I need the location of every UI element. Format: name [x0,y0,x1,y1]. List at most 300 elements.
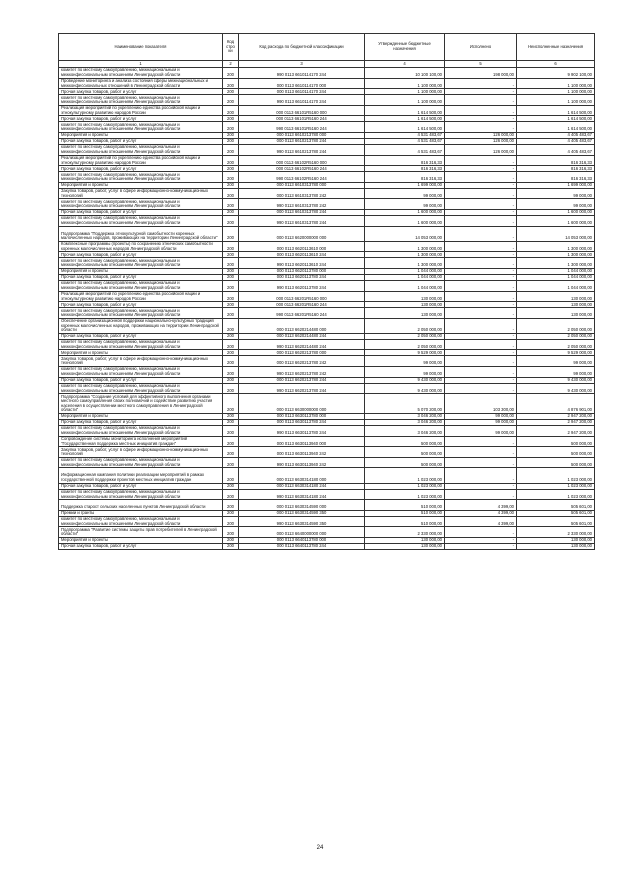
row-indicator-name: Прочая закупка товаров, работ и услуг [59,209,223,215]
row-line-code: 200 [223,426,239,437]
table-row [59,280,595,291]
row-budget-code: 000 0113 6610313780 242 [239,188,365,199]
row-budget-code: 000 0113 66201R5160 244 [239,302,365,308]
row-budget-code: 000 0113 6620214480 244 [239,333,365,339]
row-approved-amount: 1 023 000,00 [365,468,445,483]
header-line-code: Код стро ки [223,34,239,61]
column-number: 1 [59,61,223,68]
row-approved-amount: 3 046 200,00 [365,414,445,420]
row-indicator-name: комитет по местному самоуправлению, межнациональным и межконфессиональным отношениям Ленинградской области [59,199,223,210]
table-row [59,215,595,226]
row-indicator-name: комитет по местному самоуправлению, межнациональным и межконфессиональным отношениям Ленинградской области [59,457,223,468]
row-unexecuted-amount: 9 902 100,00 [517,68,595,79]
header-row [59,34,595,61]
row-line-code: 200 [223,182,239,188]
row-executed-amount: - [445,377,517,383]
row-executed-amount: - [445,436,517,447]
row-budget-code: 000 0113 66101R5160 000 [239,105,365,116]
row-line-code: 200 [223,350,239,356]
row-budget-code: 990 0113 6630113940 242 [239,457,365,468]
row-indicator-name: Прочая закупка товаров, работ и услуг [59,483,223,489]
row-line-code: 200 [223,155,239,166]
row-approved-amount: 3 046 200,00 [365,420,445,426]
row-approved-amount: 99 000,00 [365,188,445,199]
table-row [59,291,595,302]
row-unexecuted-amount: 505 601,00 [517,510,595,516]
row-unexecuted-amount: 1 614 500,00 [517,105,595,116]
row-budget-code: 990 0113 6610213780 244 [239,144,365,155]
table-row [59,394,595,414]
table-row [59,172,595,183]
row-line-code: 200 [223,274,239,280]
row-approved-amount: 2 050 000,00 [365,318,445,333]
header-executed: Исполнено [445,34,517,61]
row-line-code: 200 [223,138,239,144]
row-unexecuted-amount: 816 316,33 [517,155,595,166]
row-budget-code: 000 0113 6640113780 244 [239,543,365,549]
row-executed-amount: 4 399,00 [445,510,517,516]
row-line-code: 200 [223,308,239,319]
row-line-code: 200 [223,280,239,291]
row-line-code: 200 [223,291,239,302]
row-executed-amount: - [445,89,517,95]
row-line-code: 200 [223,122,239,133]
row-approved-amount: 500 000,00 [365,447,445,458]
row-executed-amount: - [445,252,517,258]
row-unexecuted-amount: 1 600 000,00 [517,209,595,215]
row-unexecuted-amount: 505 601,00 [517,500,595,511]
row-budget-code: 990 0113 6610313780 244 [239,215,365,226]
row-budget-code: 000 0113 6620113780 000 [239,268,365,274]
row-approved-amount: 816 316,33 [365,172,445,183]
row-unexecuted-amount: 500 000,00 [517,457,595,468]
row-indicator-name: Реализация мероприятий по укреплению единства российской нации и этнокультурному развитию народов России [59,105,223,116]
row-executed-amount: - [445,199,517,210]
column-number: 3 [239,61,365,68]
row-line-code: 200 [223,172,239,183]
row-indicator-name: комитет по местному самоуправлению, межнациональным и межконфессиональным отношениям Ленинградской области [59,258,223,269]
row-unexecuted-amount: 1 044 000,00 [517,268,595,274]
row-line-code: 200 [223,132,239,138]
row-approved-amount: 1 699 000,00 [365,182,445,188]
row-line-code: 200 [223,537,239,543]
row-executed-amount: - [445,166,517,172]
row-budget-code: 000 0113 6620113610 244 [239,252,365,258]
row-executed-amount: - [445,543,517,549]
row-executed-amount: - [445,527,517,538]
row-unexecuted-amount: 2 050 000,00 [517,333,595,339]
header-budget-code: Код расхода по бюджетной классификации [239,34,365,61]
row-budget-code: 990 0113 66102R5160 244 [239,172,365,183]
row-executed-amount: - [445,155,517,166]
row-executed-amount: - [445,274,517,280]
row-unexecuted-amount: 4 405 483,67 [517,144,595,155]
row-unexecuted-amount: 1 600 000,00 [517,215,595,226]
row-executed-amount: - [445,291,517,302]
table-row [59,122,595,133]
row-approved-amount: 500 000,00 [365,457,445,468]
row-line-code: 200 [223,302,239,308]
row-line-code: 200 [223,339,239,350]
column-number-row [59,61,595,68]
row-approved-amount: 10 100 100,00 [365,68,445,79]
row-unexecuted-amount: 14 053 000,00 [517,226,595,241]
row-budget-code: 990 0113 66201R5160 244 [239,308,365,319]
row-budget-code: 990 0113 6620214480 244 [239,339,365,350]
row-unexecuted-amount: 2 050 000,00 [517,318,595,333]
row-unexecuted-amount: 1 300 000,00 [517,252,595,258]
row-budget-code: 000 0113 6630314180 000 [239,468,365,483]
row-approved-amount: 510 000,00 [365,516,445,527]
row-line-code: 200 [223,483,239,489]
row-budget-code: 000 0113 66201R5160 000 [239,291,365,302]
table-row [59,489,595,500]
row-line-code: 200 [223,215,239,226]
header-approved: Утвержденные бюджетные назначения [365,34,445,61]
row-approved-amount: 1 023 000,00 [365,483,445,489]
row-approved-amount: 1 023 000,00 [365,489,445,500]
row-executed-amount: - [445,122,517,133]
page-number: 24 [316,845,324,851]
row-unexecuted-amount: 2 947 200,00 [517,414,595,420]
row-line-code: 200 [223,367,239,378]
table-row [59,457,595,468]
row-unexecuted-amount: 816 316,33 [517,166,595,172]
row-budget-code: 990 0113 6620213780 242 [239,367,365,378]
row-unexecuted-amount: 99 000,00 [517,356,595,367]
table-row [59,436,595,447]
table-row [59,527,595,538]
row-approved-amount: 130 000,00 [365,308,445,319]
row-approved-amount: 1 100 000,00 [365,89,445,95]
row-unexecuted-amount: 816 316,33 [517,172,595,183]
row-line-code: 200 [223,68,239,79]
table-row [59,78,595,89]
row-unexecuted-amount: 9 430 000,00 [517,377,595,383]
table-row [59,95,595,106]
row-executed-amount: - [445,483,517,489]
row-executed-amount: 99 000,00 [445,414,517,420]
row-approved-amount: 130 000,00 [365,302,445,308]
row-indicator-name: Прочая закупка товаров, работ и услуг [59,377,223,383]
row-unexecuted-amount: 1 699 000,00 [517,182,595,188]
row-budget-code: 000 0113 6620113610 000 [239,241,365,252]
row-approved-amount: 1 300 000,00 [365,258,445,269]
table-row [59,447,595,458]
row-indicator-name: Информационная кампания политики реализации мероприятий в рамках государственной поддержки проектов местных инициатив граждан [59,468,223,483]
row-indicator-name: Комплексные программы (проекты) по сохранению этнических самобытности коренных малочисленных народов Ленинградской области [59,241,223,252]
row-approved-amount: 9 529 000,00 [365,350,445,356]
row-approved-amount: 816 316,33 [365,166,445,172]
row-line-code: 200 [223,457,239,468]
row-unexecuted-amount: 1 614 500,00 [517,116,595,122]
row-line-code: 200 [223,447,239,458]
row-budget-code: 990 0113 6630314180 244 [239,489,365,500]
row-line-code: 200 [223,420,239,426]
row-budget-code: 000 0113 6630314180 244 [239,483,365,489]
row-unexecuted-amount: 2 330 000,00 [517,527,595,538]
row-indicator-name: комитет по местному самоуправлению, межнациональным и межконфессиональным отношениям Ленинградской области [59,339,223,350]
row-approved-amount: 2 050 000,00 [365,333,445,339]
row-executed-amount: - [445,537,517,543]
row-executed-amount: - [445,241,517,252]
row-approved-amount: 816 316,33 [365,155,445,166]
row-indicator-name: комитет по местному самоуправлению, межнациональным и межконфессиональным отношениям Ленинградской области [59,95,223,106]
row-approved-amount: 14 053 000,00 [365,226,445,241]
row-approved-amount: 99 000,00 [365,356,445,367]
table-row [59,199,595,210]
row-executed-amount: - [445,188,517,199]
row-line-code: 200 [223,199,239,210]
row-unexecuted-amount: 1 100 000,00 [517,78,595,89]
row-indicator-name: Реализация мероприятий по укреплению единства российской нации и этнокультурному развитию народов России [59,291,223,302]
row-executed-amount: - [445,105,517,116]
row-executed-amount: - [445,226,517,241]
table-row [59,356,595,367]
row-line-code: 200 [223,510,239,516]
row-line-code: 200 [223,252,239,258]
row-budget-code: 990 0113 6610114170 244 [239,95,365,106]
row-unexecuted-amount: 4 876 901,00 [517,394,595,414]
table-row [59,426,595,437]
row-line-code: 200 [223,318,239,333]
row-approved-amount: 9 430 000,00 [365,377,445,383]
row-unexecuted-amount: 4 405 483,67 [517,132,595,138]
row-unexecuted-amount: 1 100 000,00 [517,95,595,106]
row-executed-amount: - [445,95,517,106]
row-approved-amount: 1 614 500,00 [365,116,445,122]
row-approved-amount: 1 044 000,00 [365,274,445,280]
row-approved-amount: 2 050 000,00 [365,339,445,350]
row-line-code: 200 [223,436,239,447]
row-executed-amount: 103 300,00 [445,394,517,414]
row-executed-amount: - [445,258,517,269]
row-indicator-name: Подпрограмма "Поддержка этнокультурной самобытности коренных малочисленных народов, проживающих на территории Ленинградской области" [59,226,223,241]
row-executed-amount: 126 000,00 [445,144,517,155]
row-indicator-name: Прочая закупка товаров, работ и услуг [59,252,223,258]
table-row [59,68,595,79]
row-unexecuted-amount: 1 300 000,00 [517,258,595,269]
row-indicator-name: Мероприятия и проекты [59,132,223,138]
row-budget-code: 990 0113 6630113780 244 [239,426,365,437]
row-budget-code: 000 0113 6630314590 000 [239,500,365,511]
row-unexecuted-amount: 9 430 000,00 [517,383,595,394]
table-row [59,543,595,549]
row-indicator-name: комитет по местному самоуправлению, межнациональным и межконфессиональным отношениям Ленинградской области [59,280,223,291]
row-executed-amount: - [445,318,517,333]
row-line-code: 200 [223,333,239,339]
row-approved-amount: 1 600 000,00 [365,209,445,215]
row-approved-amount: 510 000,00 [365,500,445,511]
row-indicator-name: Реализация мероприятий по укреплению единства российской нации и этнокультурному развитию народов России [59,155,223,166]
row-executed-amount: - [445,356,517,367]
table-row [59,516,595,527]
row-budget-code: 000 0113 6610313780 244 [239,209,365,215]
report-body [59,68,595,550]
row-line-code: 200 [223,241,239,252]
row-executed-amount: - [445,209,517,215]
row-indicator-name: комитет по местному самоуправлению, межнациональным и межконфессиональным отношениям Ленинградской области [59,383,223,394]
row-approved-amount: 130 000,00 [365,537,445,543]
row-budget-code: 990 0113 6620213780 244 [239,383,365,394]
row-unexecuted-amount: 130 000,00 [517,537,595,543]
row-indicator-name: Прочая закупка товаров, работ и услуг [59,89,223,95]
row-indicator-name: Прочая закупка товаров, работ и услуг [59,274,223,280]
row-indicator-name: комитет по местному самоуправлению, межнациональным и межконфессиональным отношениям Ленинградской области [59,122,223,133]
row-line-code: 200 [223,543,239,549]
row-budget-code: 000 0113 6610313780 000 [239,182,365,188]
row-budget-code: 000 0113 6620113780 244 [239,274,365,280]
table-row [59,339,595,350]
row-unexecuted-amount: 1 023 000,00 [517,489,595,500]
row-budget-code: 000 0113 6630314590 350 [239,510,365,516]
header-indicator: Наименование показателя [59,34,223,61]
row-approved-amount: 1 600 000,00 [365,215,445,226]
table-row [59,226,595,241]
row-executed-amount: - [445,333,517,339]
row-line-code: 200 [223,356,239,367]
row-indicator-name: Мероприятия и проекты [59,268,223,274]
row-budget-code: 000 0113 6620213780 244 [239,377,365,383]
row-indicator-name: Прочая закупка товаров, работ и услуг [59,420,223,426]
row-line-code: 200 [223,516,239,527]
row-budget-code: 990 0113 6620113610 244 [239,258,365,269]
row-approved-amount: 4 531 483,67 [365,132,445,138]
row-unexecuted-amount: 99 000,00 [517,367,595,378]
row-unexecuted-amount: 9 529 000,00 [517,350,595,356]
row-unexecuted-amount: 500 000,00 [517,447,595,458]
row-indicator-name: Прочая закупка товаров, работ и услуг [59,116,223,122]
table-row [59,500,595,511]
row-executed-amount: - [445,172,517,183]
row-budget-code: 000 0113 6630113780 244 [239,420,365,426]
row-executed-amount: - [445,280,517,291]
row-approved-amount: 5 070 200,00 [365,394,445,414]
table-row [59,258,595,269]
row-indicator-name: Прочая закупка товаров, работ и услуг [59,138,223,144]
row-budget-code: 990 0113 66101R5160 244 [239,122,365,133]
row-unexecuted-amount: 4 405 483,67 [517,138,595,144]
row-executed-amount: - [445,215,517,226]
row-indicator-name: Мероприятия и проекты [59,350,223,356]
row-executed-amount: - [445,308,517,319]
row-executed-amount: - [445,268,517,274]
row-budget-code: 000 0113 6630000000 000 [239,394,365,414]
row-indicator-name: Прочая закупка товаров, работ и услуг [59,302,223,308]
row-line-code: 200 [223,414,239,420]
row-indicator-name: Мероприятия и проекты [59,537,223,543]
row-approved-amount: 9 430 000,00 [365,383,445,394]
row-budget-code: 000 0113 6640000000 000 [239,527,365,538]
row-line-code: 200 [223,468,239,483]
row-executed-amount: - [445,447,517,458]
row-approved-amount: 1 044 000,00 [365,280,445,291]
row-unexecuted-amount: 1 300 000,00 [517,241,595,252]
table-row [59,318,595,333]
table-row [59,468,595,483]
row-indicator-name: комитет по местному самоуправлению, межнациональным и межконфессиональным отношениям Ленинградской области [59,308,223,319]
row-line-code: 200 [223,527,239,538]
row-line-code: 200 [223,268,239,274]
row-indicator-name: комитет по местному самоуправлению, межнациональным и межконфессиональным отношениям Ленинградской области [59,367,223,378]
row-indicator-name: Сопровождение системы мониторинга исполнения мероприятий "Государственная поддержка местных инициатив граждан" [59,436,223,447]
row-indicator-name: Прочая закупка товаров, работ и услуг [59,543,223,549]
row-budget-code: 000 0113 6620213780 242 [239,356,365,367]
row-executed-amount: 4 399,00 [445,516,517,527]
row-unexecuted-amount: 1 044 000,00 [517,274,595,280]
row-line-code: 200 [223,144,239,155]
row-unexecuted-amount: 99 000,00 [517,199,595,210]
row-budget-code: 000 0113 6610114170 000 [239,78,365,89]
row-budget-code: 990 0113 6610313780 242 [239,199,365,210]
row-executed-amount: - [445,468,517,483]
row-indicator-name: комитет по местному самоуправлению, межнациональным и межконфессиональным отношениям Ленинградской области [59,426,223,437]
row-executed-amount: - [445,383,517,394]
row-unexecuted-amount: 500 000,00 [517,436,595,447]
row-approved-amount: 4 531 483,67 [365,138,445,144]
column-number: 2 [223,61,239,68]
row-indicator-name: Мероприятия и проекты [59,414,223,420]
row-approved-amount: 510 000,00 [365,510,445,516]
row-executed-amount: - [445,78,517,89]
row-indicator-name: комитет по местному самоуправлению, межнациональным и межконфессиональным отношениям Ленинградской области [59,215,223,226]
row-executed-amount: 99 000,00 [445,420,517,426]
table-row [59,144,595,155]
row-indicator-name: Проведение мониторинга и анализа состояния сферы межнациональных и межконфессиональных отношений в Ленинградской области [59,78,223,89]
row-line-code: 200 [223,209,239,215]
row-budget-code: 000 0113 66102R5160 000 [239,155,365,166]
row-indicator-name: Обеспечение организационной поддержки национально-культурных традиций коренных малочисленных народов, проживающих на территории Ленинградской области [59,318,223,333]
row-unexecuted-amount: 1 100 000,00 [517,89,595,95]
row-line-code: 200 [223,377,239,383]
row-line-code: 200 [223,489,239,500]
row-unexecuted-amount: 1 023 000,00 [517,483,595,489]
row-approved-amount: 2 330 000,00 [365,527,445,538]
row-executed-amount: 99 000,00 [445,426,517,437]
row-indicator-name: комитет по местному самоуправлению, межнациональным и межконфессиональным отношениям Ленинградской области [59,68,223,79]
row-budget-code: 990 0113 6620113780 244 [239,280,365,291]
table-row [59,188,595,199]
row-approved-amount: 1 614 500,00 [365,122,445,133]
row-executed-amount: - [445,457,517,468]
row-unexecuted-amount: 130 000,00 [517,302,595,308]
row-line-code: 200 [223,500,239,511]
row-budget-code: 990 0113 6630314590 350 [239,516,365,527]
row-unexecuted-amount: 2 050 000,00 [517,339,595,350]
row-line-code: 200 [223,258,239,269]
row-indicator-name: Премии и гранты [59,510,223,516]
row-approved-amount: 130 000,00 [365,291,445,302]
column-number: 5 [445,61,517,68]
row-executed-amount: 4 399,00 [445,500,517,511]
table-row [59,155,595,166]
row-budget-code: 000 0113 6620213780 000 [239,350,365,356]
row-executed-amount: - [445,489,517,500]
row-budget-code: 000 0113 6610213780 000 [239,132,365,138]
row-executed-amount: 198 000,00 [445,68,517,79]
row-indicator-name: Закупка товаров, работ, услуг в сфере информационно-коммуникационных технологий [59,188,223,199]
row-approved-amount: 1 100 000,00 [365,78,445,89]
row-line-code: 200 [223,383,239,394]
row-unexecuted-amount: 1 044 000,00 [517,280,595,291]
row-budget-code: 000 0113 6630113940 000 [239,436,365,447]
row-unexecuted-amount: 2 947 200,00 [517,426,595,437]
row-approved-amount: 130 000,00 [365,543,445,549]
row-approved-amount: 1 100 000,00 [365,95,445,106]
row-approved-amount: 1 300 000,00 [365,252,445,258]
row-budget-code: 000 0113 6620000000 000 [239,226,365,241]
row-approved-amount: 99 000,00 [365,367,445,378]
